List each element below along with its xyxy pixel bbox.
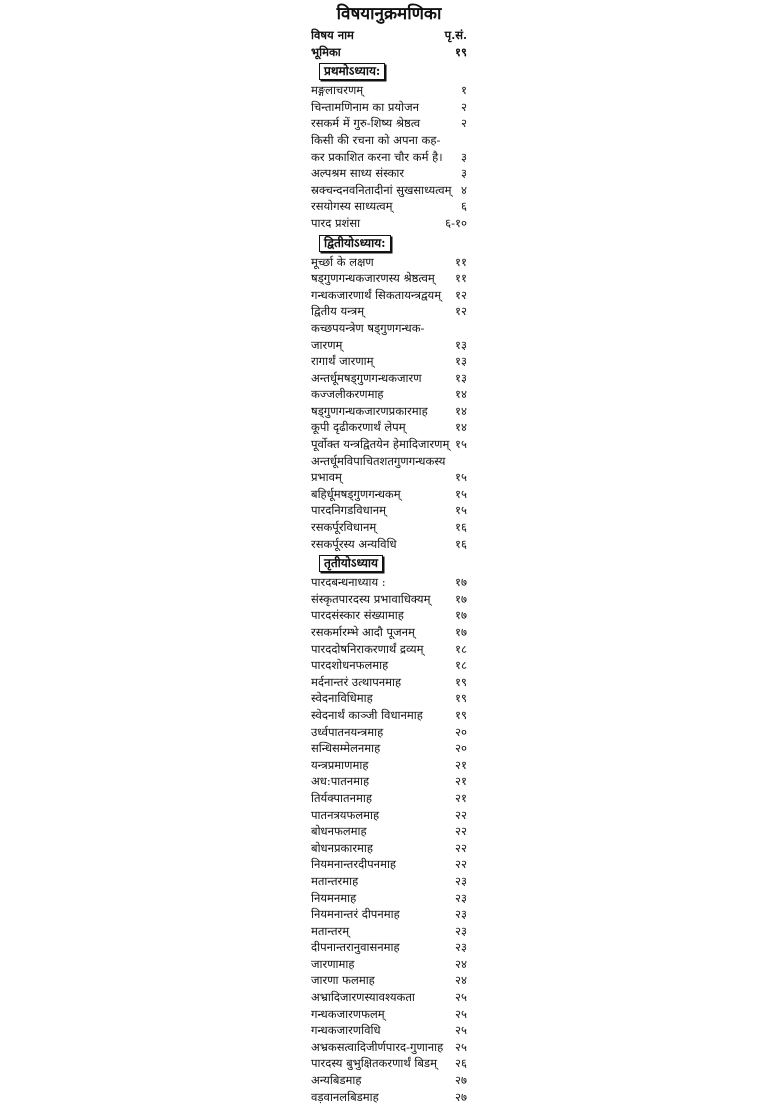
toc-entry-title: नियमनान्तरदीपनमाह <box>311 857 397 872</box>
toc-entry-title: किसी की रचना को अपना कह- <box>311 132 441 147</box>
toc-entry <box>311 99 467 116</box>
chapter-heading-wrapper <box>311 552 467 574</box>
toc-entry-title: रसकर्पूरस्य अन्यविधि <box>311 536 397 551</box>
toc-entry <box>311 724 467 741</box>
toc-entry-page: १३ <box>455 370 467 385</box>
toc-entry <box>311 337 467 354</box>
toc-entry <box>311 502 467 519</box>
toc-entry-page: २५ <box>455 1023 467 1038</box>
toc-entry-title: बोधनप्रकारमाह <box>311 840 374 855</box>
toc-entry-page: १७ <box>455 575 467 590</box>
toc-entry-page: २५ <box>455 1006 467 1021</box>
toc-entry-page: १५ <box>455 503 467 518</box>
toc-entry-title: रागार्थं जारणाम् <box>311 354 374 369</box>
toc-entry-page: १५ <box>455 486 467 501</box>
toc-entry-page: १६ <box>455 536 467 551</box>
toc-entry-page: २३ <box>455 940 467 955</box>
toc-entry-title: षड्गुणगन्धकजारणप्रकारमाह <box>311 403 428 418</box>
toc-entry <box>311 182 467 199</box>
toc-entry <box>311 923 467 940</box>
toc-entry <box>311 956 467 973</box>
toc-entry-title: मर्दनान्तरं उत्थापनमाह <box>311 674 402 689</box>
toc-entry <box>311 536 467 553</box>
toc-entry-title: पारदशोधनफलमाह <box>311 658 389 673</box>
toc-entry-title: गन्धकजारणार्थं सिकतायन्त्रद्वयम् <box>311 287 442 302</box>
chapter-heading: द्वितीयोऽध्याय: <box>319 235 391 252</box>
toc-entry <box>311 939 467 956</box>
toc-entry-title: गन्धकजारणफलम् <box>311 1006 385 1021</box>
toc-entry <box>311 370 467 387</box>
toc-entry-page: १९ <box>455 674 467 689</box>
toc-entry-title: रसकर्पूरविधानम् <box>311 520 377 535</box>
toc-entry-page: २७ <box>455 1089 467 1104</box>
toc-entry-title: कूपी दृढीकरणार्थं लेपम् <box>311 420 406 435</box>
toc-entry-title: जारणामाह <box>311 956 355 971</box>
chapter-heading: प्रथमोऽध्याय: <box>319 63 385 80</box>
toc-entry-title: पातनत्रयफलमाह <box>311 807 380 822</box>
toc-entry-page: २७ <box>455 1073 467 1088</box>
bhumika-label: भूमिका <box>311 44 341 59</box>
toc-entry-title: तिर्यक्पातनमाह <box>311 790 372 805</box>
toc-entry <box>311 469 467 486</box>
toc-entry <box>311 436 467 453</box>
toc-entry-page: २० <box>455 724 467 739</box>
toc-entry-title: दीपनान्तरानुवासनमाह <box>311 940 400 955</box>
toc-entry <box>311 1072 467 1089</box>
toc-entry-page: ४ <box>461 182 467 197</box>
toc-entry-title: पारदनिगडविधानम् <box>311 503 386 518</box>
toc-entry-title: नियमनमाह <box>311 890 357 905</box>
toc-entry-title: मूर्च्छा के लक्षण <box>311 254 374 269</box>
toc-entry <box>311 419 467 436</box>
toc-entry-title: उर्ध्वपातनयन्त्रमाह <box>311 724 384 739</box>
toc-entry-page: २२ <box>455 857 467 872</box>
toc-entry <box>311 254 467 271</box>
toc-entry <box>311 215 467 232</box>
toc-entry-page: २३ <box>455 873 467 888</box>
toc-entry-title: पारदबन्धनाध्याय : <box>311 575 386 590</box>
toc-entry <box>311 353 467 370</box>
toc-entry <box>311 1055 467 1072</box>
toc-entry-title: यन्त्रप्रमाणमाह <box>311 757 369 772</box>
chapter-list <box>311 60 467 1105</box>
toc-entry-title: जारणम् <box>311 337 343 352</box>
toc-entry-title: पूर्वोक्त यन्त्रद्वितयेन हेमादिजारणम् <box>311 437 450 452</box>
toc-entry <box>311 674 467 691</box>
toc-entry <box>311 807 467 824</box>
toc-entry-page: १३ <box>455 354 467 369</box>
toc-entry-page: १७ <box>455 625 467 639</box>
toc-entry-title: अल्पश्रम साध्य संस्कार <box>311 166 405 181</box>
toc-entry <box>311 707 467 724</box>
toc-entry-title: कच्छपयन्त्रेण षड्गुणगन्धक- <box>311 320 425 335</box>
toc-entry <box>311 690 467 707</box>
toc-entry-title: अन्यबिडमाह <box>311 1073 362 1088</box>
toc-entry-title: अन्तर्धूमषड्गुणगन्धकजारण <box>311 370 422 385</box>
toc-entry-page: २० <box>455 741 467 756</box>
toc-entry-title: रसकर्म में गुरु-शिष्य श्रेष्ठत्व <box>311 116 421 131</box>
toc-entry-page: २३ <box>455 907 467 922</box>
toc-entry <box>311 270 467 287</box>
toc-entry-page: १८ <box>455 658 467 673</box>
toc-entry <box>311 303 467 320</box>
column-header-row <box>311 27 467 44</box>
toc-entry-title: स्वेदनार्थं काञ्जी विधानमाह <box>311 707 423 722</box>
toc-entry-page: १२ <box>455 287 467 302</box>
toc-entry-title: अभ्रादिजारणस्यावश्यकता <box>311 990 415 1005</box>
toc-entry-title: अभ्रकसत्वादिजीर्णपारद-गुणानाह <box>311 1039 444 1054</box>
toc-entry <box>311 486 467 503</box>
chapter-heading-wrapper <box>311 60 467 82</box>
chapter-heading: तृतीयोऽध्याय <box>319 555 383 572</box>
toc-entry-page: ११ <box>455 254 467 269</box>
toc-entry <box>311 149 467 166</box>
toc-entry-title: संस्कृतपारदस्य प्रभावाधिक्यम् <box>311 591 431 606</box>
toc-entry-title: पारददोषनिराकरणार्थं द्रव्यम् <box>311 641 424 656</box>
toc-entry <box>311 773 467 790</box>
toc-entry <box>311 198 467 215</box>
toc-entry-page: २२ <box>455 824 467 839</box>
toc-entry <box>311 519 467 536</box>
toc-entry <box>311 740 467 757</box>
toc-entry-title: कज्जलीकरणमाह <box>311 387 384 402</box>
toc-entry-title: स्वेदनाविधिमाह <box>311 691 373 706</box>
bhumika-row <box>311 44 467 61</box>
toc-entry-title: पारदस्य बुभुक्षितकरणार्थं बिडम् <box>311 1056 437 1071</box>
toc-entry-title: जारणा फलमाह <box>311 973 375 988</box>
toc-entry-title: अध:पातनमाह <box>311 774 370 789</box>
toc-entry-page: २४ <box>455 956 467 971</box>
toc-entry-page: ६ <box>461 199 467 214</box>
toc-entry-page: २२ <box>455 840 467 855</box>
toc-entry <box>311 890 467 907</box>
toc-entry-page: १७ <box>455 608 467 623</box>
toc-entry <box>311 287 467 304</box>
toc-entry-page: १७ <box>455 591 467 606</box>
toc-entry <box>311 1089 467 1106</box>
toc-entry <box>311 453 467 470</box>
toc-entry <box>311 840 467 857</box>
toc-entry-page: ६-१० <box>445 215 467 230</box>
bhumika-page: १९ <box>455 44 467 59</box>
column-header-subject: विषय नाम <box>311 28 354 42</box>
toc-entry <box>311 82 467 99</box>
toc-entry-page: १४ <box>455 387 467 402</box>
toc-entry <box>311 873 467 890</box>
toc-entry-page: १६ <box>455 520 467 535</box>
toc-entry-page: १८ <box>455 641 467 656</box>
toc-entry-title: वड़वानलबिडमाह <box>311 1089 379 1104</box>
toc-entry-page: २३ <box>455 923 467 938</box>
toc-entry <box>311 856 467 873</box>
toc-entry <box>311 607 467 624</box>
toc-entry <box>311 574 467 591</box>
toc-entry-page: १९ <box>455 691 467 706</box>
toc-entry-page: ३ <box>461 149 467 164</box>
page-title: विषयानुक्रमणिका <box>336 4 442 24</box>
toc-entry-title: पारद प्रशंसा <box>311 215 361 230</box>
chapter-heading-wrapper <box>311 232 467 254</box>
toc-entry-page: २५ <box>455 1039 467 1054</box>
toc-entry <box>311 641 467 658</box>
toc-entry-page: २६ <box>455 1056 467 1071</box>
toc-entry-title: सन्धिसम्मेलनमाह <box>311 741 381 756</box>
toc-entry <box>311 1022 467 1039</box>
toc-entry-page: १ <box>461 83 467 98</box>
toc-entry <box>311 320 467 337</box>
toc-entry <box>311 403 467 420</box>
toc-entry-page: १४ <box>455 403 467 418</box>
toc-entry <box>311 989 467 1006</box>
toc-entry-title: कर प्रकाशित करना चौर कर्म है। <box>311 149 443 164</box>
toc-entry-page: १५ <box>455 437 467 452</box>
toc-entry <box>311 1006 467 1023</box>
toc-entry <box>311 115 467 132</box>
toc-entry-page: १५ <box>455 470 467 485</box>
toc-entry-title: बोधनफलमाह <box>311 824 367 839</box>
toc-entry-page: २५ <box>455 990 467 1005</box>
toc-entry-title: नियमनान्तरं दीपनमाह <box>311 907 400 922</box>
toc-entry-page: १३ <box>455 337 467 352</box>
toc-entry <box>311 624 467 641</box>
toc-entry-title: चिन्तामणिनाम का प्रयोजन <box>311 99 419 114</box>
toc-entry <box>311 1039 467 1056</box>
toc-entry-page: ३ <box>461 166 467 181</box>
toc-entry-title: अन्तर्धूमविपाचितशतगुणगन्धकस्य <box>311 453 446 468</box>
toc-entry-page: २ <box>461 99 467 114</box>
toc-entry-page: २४ <box>455 973 467 988</box>
toc-entry-title: स्रक्चन्दनवनितादीनां सुखसाध्यत्वम् <box>311 182 452 197</box>
toc-entry-page: २१ <box>455 774 467 789</box>
toc-entry-page: २ <box>461 116 467 131</box>
toc-entry-title: प्रभावम् <box>311 470 342 485</box>
toc-entry-page: ११ <box>455 271 467 286</box>
column-header-page: पृ.सं. <box>444 28 467 42</box>
toc-entry <box>311 906 467 923</box>
toc-entry <box>311 823 467 840</box>
toc-entry-title: मतान्तरमाह <box>311 873 359 888</box>
toc-entry <box>311 165 467 182</box>
toc-entry-page: १९ <box>455 707 467 722</box>
toc-entry-title: षड्गुणगन्धकजारणस्य श्रेष्ठत्वम् <box>311 271 435 286</box>
toc-entry-title: बहिर्धूमषड्गुणगन्धकम् <box>311 486 401 501</box>
table-of-contents <box>311 0 467 1105</box>
toc-entry-page: १४ <box>455 420 467 435</box>
toc-entry <box>311 790 467 807</box>
toc-entry-title: गन्धकजारणविधि <box>311 1023 381 1038</box>
toc-entry <box>311 386 467 403</box>
toc-entry-title: मङ्गलाचरणम् <box>311 83 364 98</box>
toc-entry-title: पारदसंस्कार संख्यामाह <box>311 608 404 623</box>
toc-entry-page: २१ <box>455 757 467 772</box>
toc-entry-page: १२ <box>455 304 467 319</box>
toc-entry <box>311 657 467 674</box>
toc-entry <box>311 757 467 774</box>
toc-entry-title: द्वितीय यन्त्रम् <box>311 304 365 319</box>
toc-entry-title: मतान्तरम् <box>311 923 350 938</box>
toc-entry <box>311 591 467 608</box>
toc-entry-page: २३ <box>455 890 467 905</box>
toc-entry-page: २२ <box>455 807 467 822</box>
toc-entry <box>311 972 467 989</box>
toc-entry-page: २१ <box>455 790 467 805</box>
toc-entry-title: रसकर्मारम्भे आदौ पूजनम् <box>311 625 415 639</box>
toc-entry <box>311 132 467 149</box>
toc-entry-title: रसयोगस्य साध्यत्वम् <box>311 199 393 214</box>
